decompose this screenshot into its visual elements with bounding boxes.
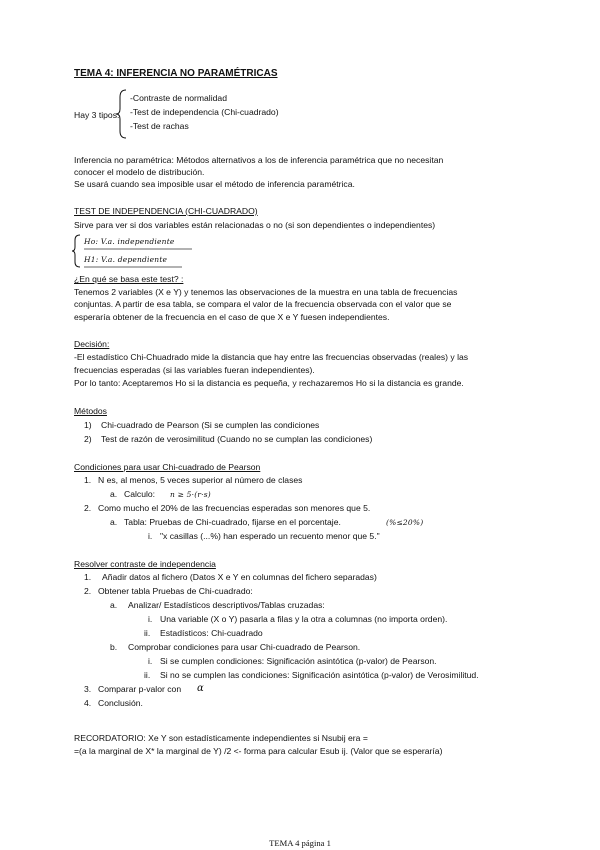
calc-label: Calculo: <box>124 489 156 499</box>
step-2b-i: Si se cumplen condiciones: Significación asintótica (p-valor) de Pearson. <box>160 656 437 666</box>
list-number: 4. <box>84 698 92 708</box>
types-brace <box>116 89 128 139</box>
type-item: -Test de independencia (Chi-cuadrado) <box>130 107 279 117</box>
basis-line: esperaría obtener de la frecuencia en el caso de que X e Y fuesen independientes. <box>74 312 390 322</box>
page-footer: TEMA 4 página 1 <box>269 838 331 848</box>
list-letter: a. <box>110 517 118 527</box>
step-3: Comparar p-valor con <box>98 684 182 694</box>
hypothesis-h0: Ho: V.a. independiente <box>84 237 175 246</box>
list-roman: i. <box>148 614 153 624</box>
page-title: TEMA 4: INFERENCIA NO PARAMÉTRICAS <box>74 68 278 79</box>
list-roman: i. <box>148 656 153 666</box>
method-text: Test de razón de verosimilitud (Cuando no se cumplan las condiciones) <box>101 434 373 444</box>
basis-line: Tenemos 2 variables (X e Y) y tenemos las observaciones de la muestra en una tabla de frecuencias <box>74 287 458 297</box>
definition-line: conocer el modelo de distribución. <box>74 167 205 177</box>
section-heading-methods: Métodos <box>74 406 107 416</box>
type-item: -Test de rachas <box>130 121 189 131</box>
types-label: Hay 3 tipos: <box>74 110 120 120</box>
reminder-line: =(a la marginal de X* la marginal de Y) /2 <- forma para calcular Esub ij. (Valor que se esperaría) <box>74 746 443 756</box>
step-2b: Comprobar condiciones para usar Chi-cuadrado de Pearson. <box>128 642 361 652</box>
h0-underline <box>84 248 194 251</box>
list-roman: ii. <box>144 628 151 638</box>
hypothesis-brace <box>72 234 82 268</box>
step-1: Añadir datos al fichero (Datos X e Y en columnas del fichero separadas) <box>102 572 377 582</box>
section-heading-resolve: Resolver contraste de independencia <box>74 559 216 569</box>
step-2a-ii: Estadísticos: Chi-cuadrado <box>160 628 263 638</box>
section-heading-conditions: Condiciones para usar Chi-cuadrado de Pearson <box>74 462 261 472</box>
definition-line: Se usará cuando sea imposible usar el método de inferencia paramétrica. <box>74 179 355 189</box>
list-roman: ii. <box>144 670 151 680</box>
quote-text: "x casillas (...%) han esperado un recuento menor que 5." <box>160 531 380 541</box>
decision-line: frecuencias esperadas (si las variables fueran independientes). <box>74 365 315 375</box>
reminder-line: RECORDATORIO: Xe Y son estadísticamente independientes si Nsubij era = <box>74 733 368 743</box>
hypothesis-h1: H1: V.a. dependiente <box>84 255 168 264</box>
decision-line: -El estadístico Chi-Chuadrado mide la distancia que hay entre las frecuencias observadas (reales) y las <box>74 352 469 362</box>
list-number: 2. <box>84 503 92 513</box>
h1-underline <box>84 266 184 269</box>
step-2a: Analizar/ Estadísticos descriptivos/Tablas cruzadas: <box>128 600 325 610</box>
list-letter: a. <box>110 489 118 499</box>
list-roman: i. <box>148 531 153 541</box>
tabla-text: Tabla: Pruebas de Chi-cuadrado, fijarse en el porcentaje. <box>124 517 341 527</box>
condition-1: N es, al menos, 5 veces superior al número de clases <box>98 475 303 485</box>
step-2b-ii: Si no se cumplen las condiciones: Significación asintótica (p-valor) de Verosimilitud. <box>160 670 479 680</box>
section-heading-basis: ¿En qué se basa este test? : <box>74 274 184 284</box>
condition-2: Como mucho el 20% de las frecuencias esperadas son menores que 5. <box>98 503 371 513</box>
list-number: 2. <box>84 586 92 596</box>
method-text: Chi-cuadrado de Pearson (Si se cumplen las condiciones <box>101 420 320 430</box>
section-heading-test: TEST DE INDEPENDENCIA (CHI-CUADRADO) <box>74 206 258 216</box>
step-2a-i: Una variable (X o Y) pasarla a filas y la otra a columnas (no importa orden). <box>160 614 448 624</box>
method-number: 1) <box>84 420 92 430</box>
type-item: -Contraste de normalidad <box>130 93 227 103</box>
list-number: 1. <box>84 572 92 582</box>
test-description: Sirve para ver si dos variables están relacionadas o no (si son dependientes o independientes) <box>74 220 436 230</box>
definition-line: Inferencia no paramétrica: Métodos alternativos a los de inferencia paramétrica que no necesitan <box>74 155 444 165</box>
list-number: 1. <box>84 475 92 485</box>
step-2: Obtener tabla Pruebas de Chi-cuadrado: <box>98 586 253 596</box>
tabla-handwritten: (%≤20%) <box>386 518 424 527</box>
step-4: Conclusión. <box>98 698 143 708</box>
decision-line: Por lo tanto: Aceptaremos Ho si la distancia es pequeña, y rechazaremos Ho si la distancia es grande. <box>74 378 464 388</box>
alpha-handwritten: α <box>197 683 204 694</box>
calc-handwritten: n ≥ 5·(r·s) <box>170 490 211 499</box>
list-letter: b. <box>110 642 118 652</box>
list-number: 3. <box>84 684 92 694</box>
method-number: 2) <box>84 434 92 444</box>
section-heading-decision: Decisión: <box>74 339 110 349</box>
list-letter: a. <box>110 600 118 610</box>
basis-line: conjuntas. A partir de esa tabla, se compara el valor de la frecuencia observada con el valor que se <box>74 299 452 309</box>
